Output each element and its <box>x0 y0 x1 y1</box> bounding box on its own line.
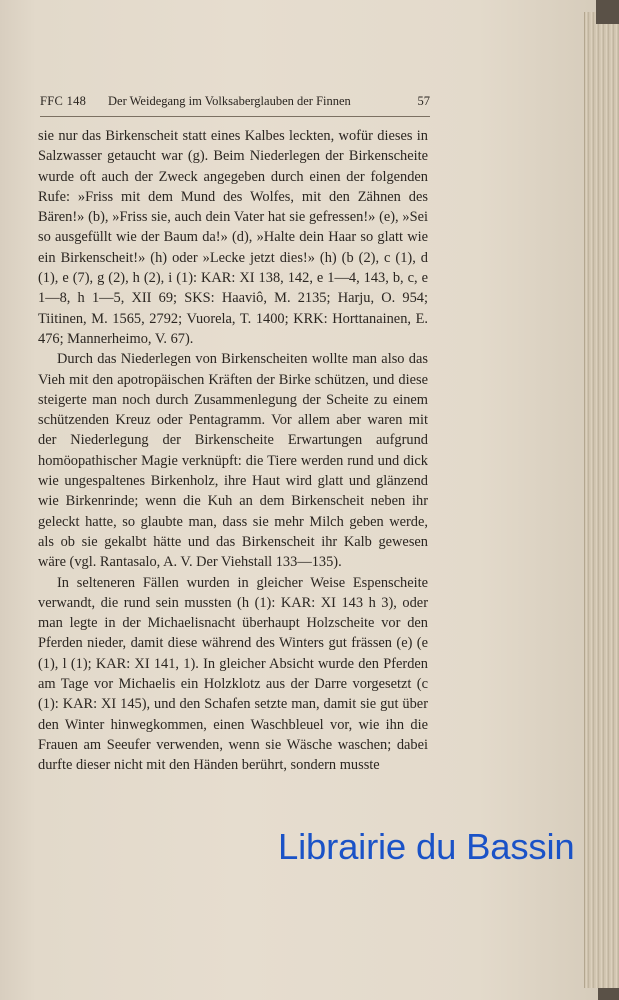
paragraph: In selteneren Fällen wurden in gleicher Weise Espenscheite verwandt, die rund sein mussten (h (1): KAR: XI 143 h 3), oder man legte in der Michaelisnacht überhaupt Holzscheite vor den Pferden nieder, damit diese während des Winters gut frässen (e) (e (1), l (1); KAR: XI 141, 1). In gleicher Absicht wurde den Pferden am Tage vor Michaelis ein Holzklotz aus der Darre vorgesetzt (c (1): KAR: XI 145), und den Schafen setzte man, damit sie gut über den Winter hinwegkommen, einen Waschbleuel vor, wie ihn die Frauen am Seeufer verwenden, wenn sie Wäsche waschen; dabei durfte dieser nicht mit den Händen berührt, sondern musste <box>38 574 428 774</box>
watermark: Librairie du Bassin <box>278 826 575 867</box>
running-title: Der Weidegang im Volksaberglauben der Finnen <box>108 94 351 108</box>
page-edges-shadow <box>596 0 619 24</box>
header-rule <box>40 116 430 117</box>
running-header <box>40 94 430 114</box>
page-number: 57 <box>417 94 430 108</box>
paragraph: sie nur das Birkenscheit statt eines Kalbes leckten, wofür dieses in Salzwasser getaucht war (g). Beim Niederlegen der Birkenscheite wurde oft auch der Zweck angegeben durch einen der folgenden Rufe: »Friss mit dem Mund des Wolfes, mit den Zähnen des Bären!» (b), »Friss sie, auch dein Vater hat sie gefressen!» (e), »Sei so ausgefüllt wie der Baum da!» (d), »Halte dein Haar so glatt wie ein Birkenscheit!» (h) oder »Lecke jetzt dies!» (h) (b (2), c (1), d (1), e (7), g (2), h (2), i (1): KAR: XI 138, 142, e 1—4, 143, b, c, e 1—8, h 1—5, XII 69; SKS: Haaviô, M. 2135; Harju, O. 954; Tiitinen, M. 1565, 2792; Vuorela, T. 1400; KRK: Horttanainen, E. 476; Mannerheimo, V. 67). <box>38 128 428 347</box>
series-label: FFC 148 <box>40 94 87 108</box>
paragraph: Durch das Niederlegen von Birkenscheiten wollte man also das Vieh mit den apotropäischen Kräften der Birke schützen, und diese steigerte man noch durch Zusammenlegung der Scheite zu einem schützenden Kreuz oder Pentagramm. Vor allem aber waren mit der Niederlegung der Birkenscheite Erwartungen aufgrund homöopathischer Magie verknüpft: die Tiere werden rund und dick wie ungespaltenes Birkenholz, ihre Haut wird glatt und glänzend wie Birkenrinde; wenn die Kuh an dem Birkenscheit neben ihr geleckt hatte, so glaubte man, dass sie mehr Milch geben werde, als ob sie gekalbt hätte und das Birkenscheit ihr Kalb gewesen wäre (vgl. Rantasalo, A. V. Der Viehstall 133—135). <box>38 351 428 571</box>
body-text <box>38 126 428 776</box>
